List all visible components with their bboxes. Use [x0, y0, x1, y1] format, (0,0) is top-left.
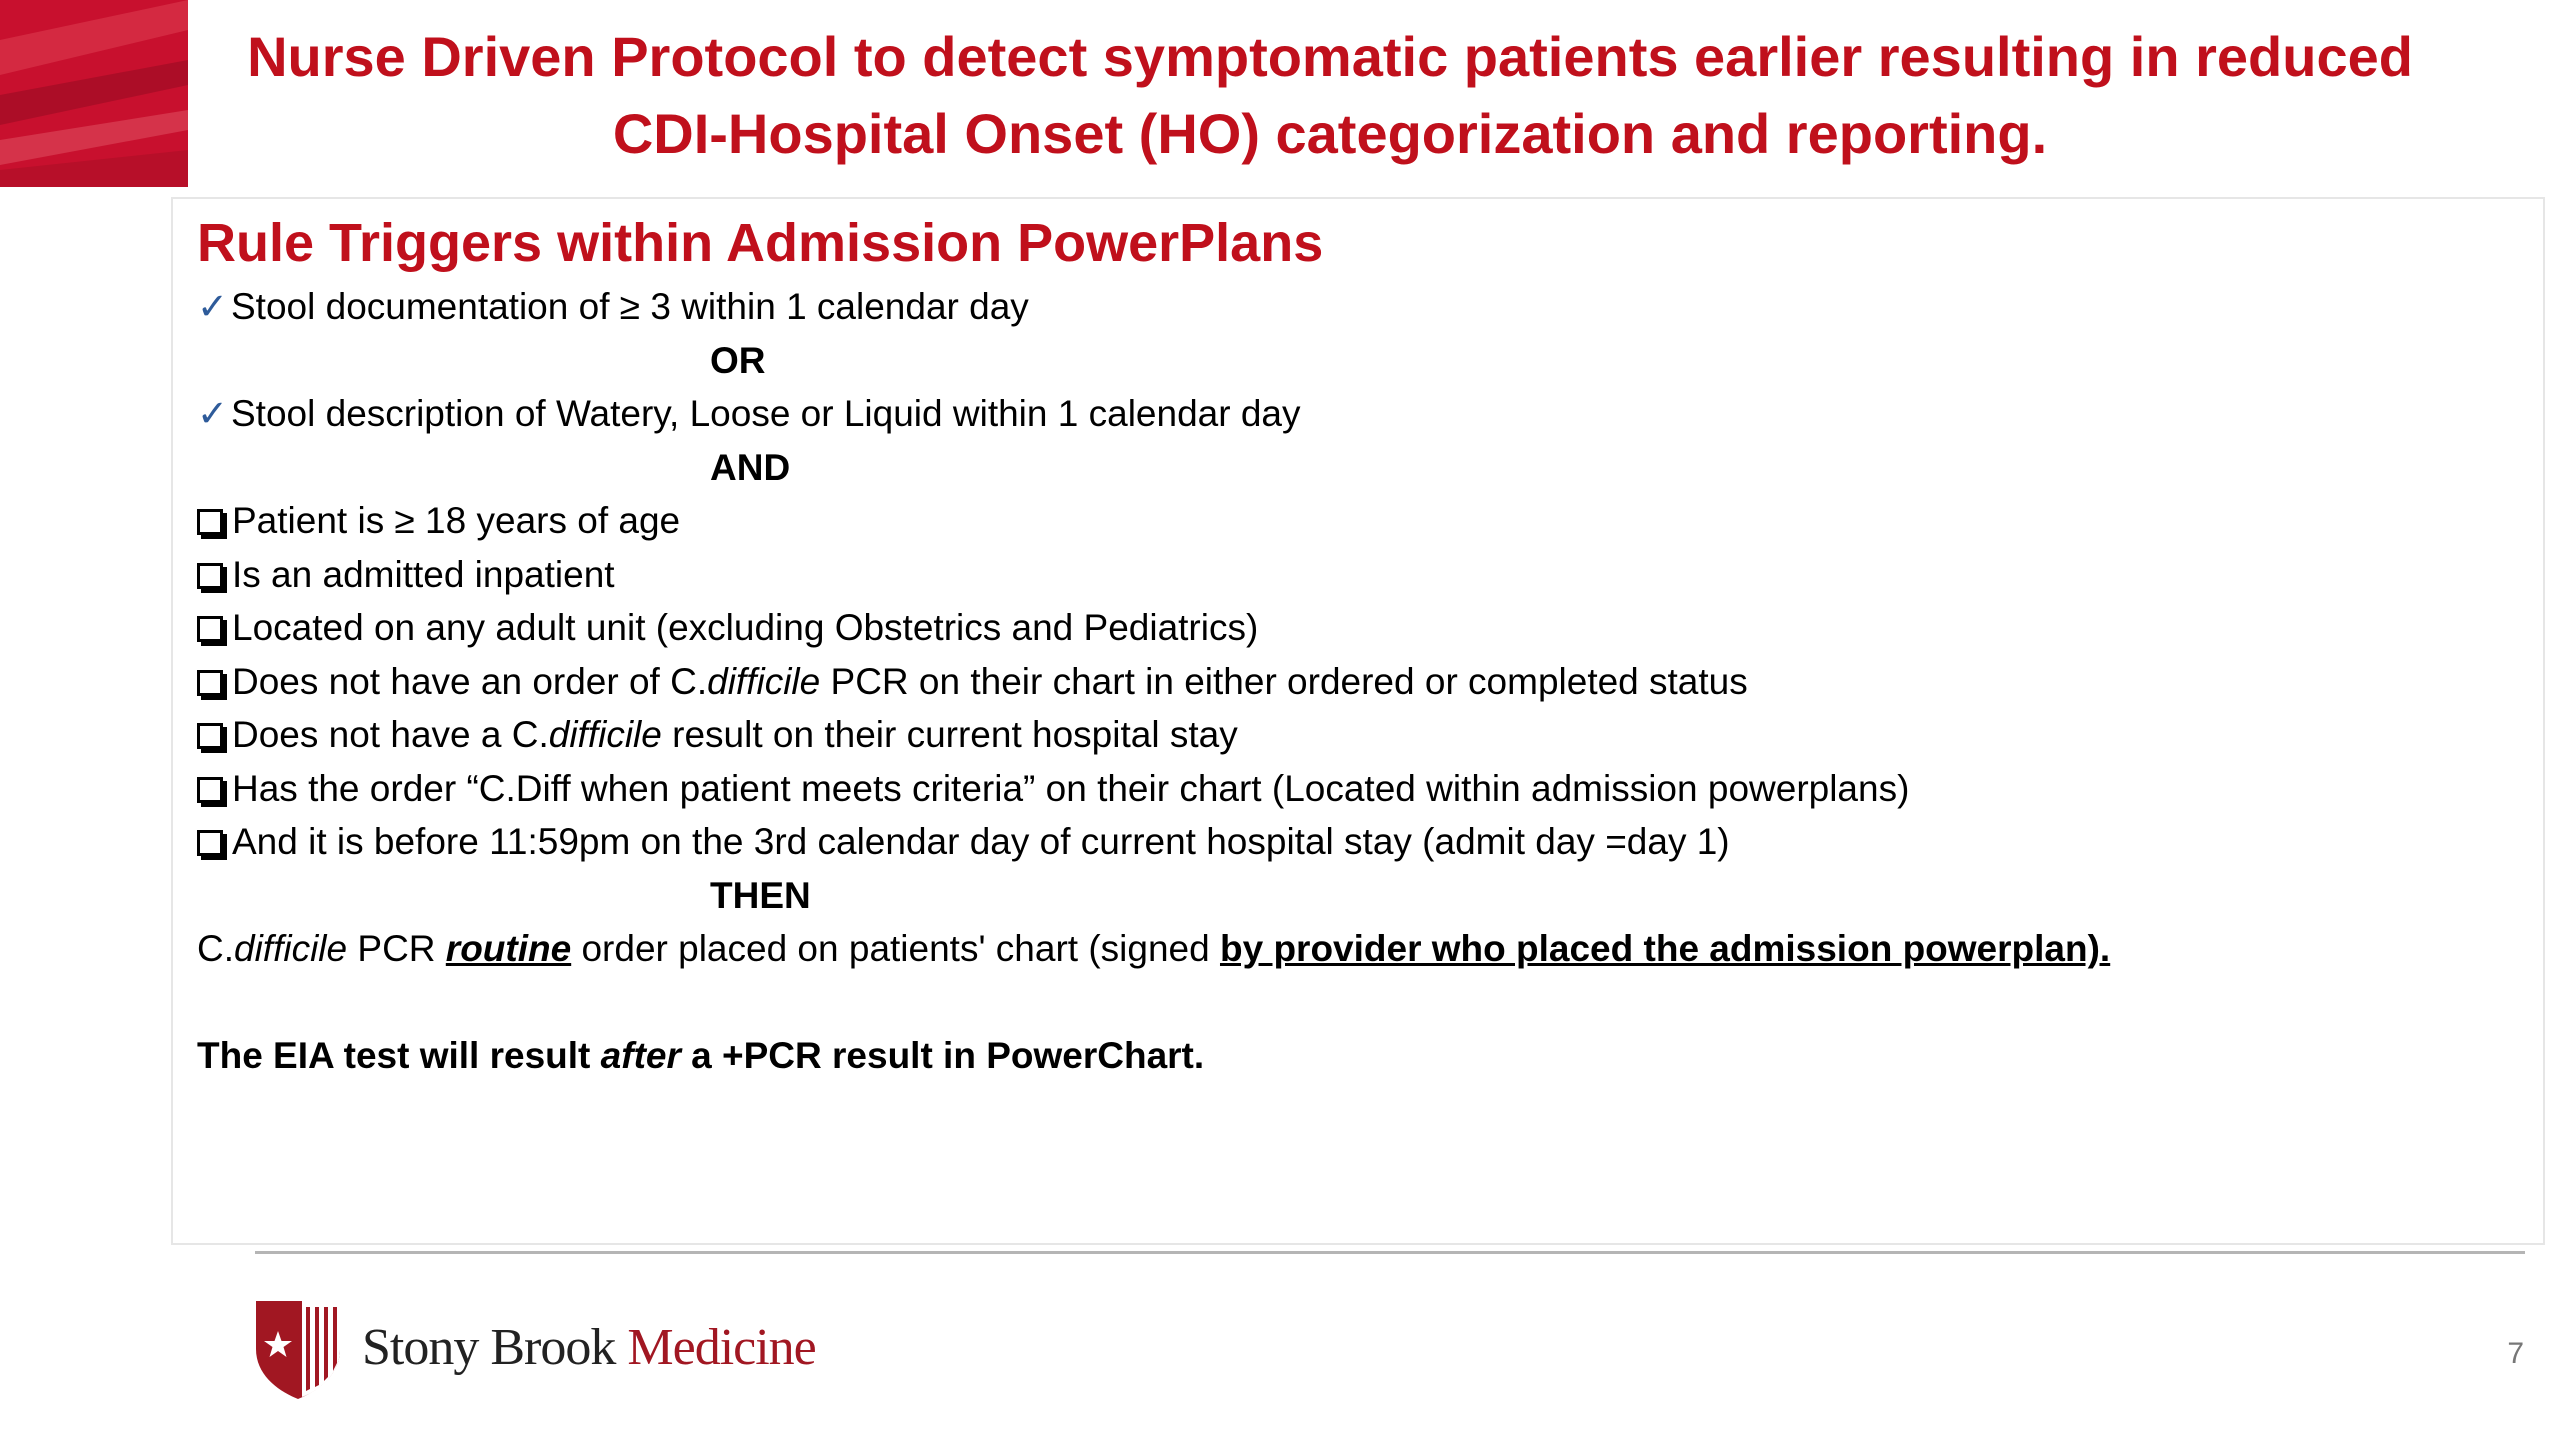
note-text-italic: after	[600, 1035, 681, 1076]
page-number: 7	[2507, 1337, 2524, 1370]
result-text: C.	[197, 928, 234, 969]
checkbox-icon	[197, 670, 223, 696]
criteria-text: Patient is ≥ 18 years of age	[232, 500, 681, 541]
slide-title	[200, 18, 2460, 172]
check-item	[197, 280, 2497, 334]
spacer	[197, 976, 2497, 1030]
note-line	[197, 1029, 2497, 1083]
result-line	[197, 922, 2497, 976]
checkmark-icon: ✓	[197, 286, 229, 327]
title-line-1: Nurse Driven Protocol to detect symptomatic patients earlier resulting in reduced	[247, 25, 2413, 88]
criteria-item	[197, 762, 2497, 816]
criteria-text-italic: difficile	[548, 714, 662, 755]
criteria-text: Has the order “C.Diff when patient meets criteria” on their chart (Located within admission powerplans)	[232, 767, 1910, 809]
shield-star-icon	[252, 1293, 344, 1401]
footer-divider	[255, 1251, 2525, 1254]
result-text: PCR	[347, 928, 446, 969]
criteria-text: Located on any adult unit (excluding Obstetrics and Pediatrics)	[232, 607, 1259, 648]
connector-or: OR	[710, 339, 766, 381]
criteria-text-italic: difficile	[707, 660, 821, 702]
corner-decoration	[0, 0, 188, 187]
result-text: order placed on patients' chart (signed	[571, 928, 1220, 969]
note-text: The EIA test will result	[197, 1035, 601, 1076]
checkbox-icon	[197, 723, 223, 749]
checkbox-icon	[197, 830, 223, 856]
logo-name-part-1: Stony Brook	[362, 1318, 628, 1376]
criteria-text: result on their current hospital stay	[661, 714, 1238, 755]
logo-wordmark	[362, 1318, 816, 1377]
criteria-text: Does not have an order of C.	[232, 660, 708, 702]
criteria-item	[197, 494, 2497, 548]
check-item-text: Stool documentation of ≥ 3 within 1 calendar day	[231, 286, 1029, 327]
criteria-item	[197, 815, 2497, 869]
criteria-item	[197, 601, 2497, 655]
checkbox-icon	[197, 509, 223, 535]
connector-and: AND	[710, 446, 791, 488]
result-text-italic: difficile	[234, 928, 348, 969]
check-item-text: Stool description of Watery, Loose or Liquid within 1 calendar day	[231, 393, 1301, 434]
section-heading: Rule Triggers within Admission PowerPlans	[197, 213, 1324, 273]
criteria-text: And it is before 11:59pm on the 3rd calendar day of current hospital stay (admit day =day 1)	[232, 821, 1730, 862]
title-line-2: CDI-Hospital Onset (HO) categorization and reporting.	[612, 102, 2048, 165]
corner-stripes-graphic	[0, 0, 188, 187]
checkbox-icon	[197, 616, 223, 642]
criteria-item	[197, 708, 2497, 762]
criteria-item	[197, 548, 2497, 602]
criteria-item	[197, 655, 2497, 709]
checkbox-icon	[197, 777, 223, 803]
criteria-text: Is an admitted inpatient	[232, 553, 615, 595]
check-item	[197, 387, 2497, 441]
stony-brook-logo	[252, 1292, 816, 1402]
checkbox-icon	[197, 563, 223, 589]
result-routine: routine	[445, 928, 572, 969]
note-text: a +PCR result in PowerChart.	[680, 1035, 1205, 1076]
checkmark-icon: ✓	[197, 393, 229, 434]
content-area	[197, 208, 2497, 1083]
criteria-text: PCR on their chart in either ordered or completed status	[820, 660, 1748, 702]
connector-then: THEN	[710, 874, 811, 916]
result-signed-by: by provider who placed the admission powerplan).	[1219, 928, 2111, 969]
criteria-text: Does not have a C.	[232, 714, 549, 755]
logo-name-part-2: Medicine	[627, 1318, 816, 1376]
